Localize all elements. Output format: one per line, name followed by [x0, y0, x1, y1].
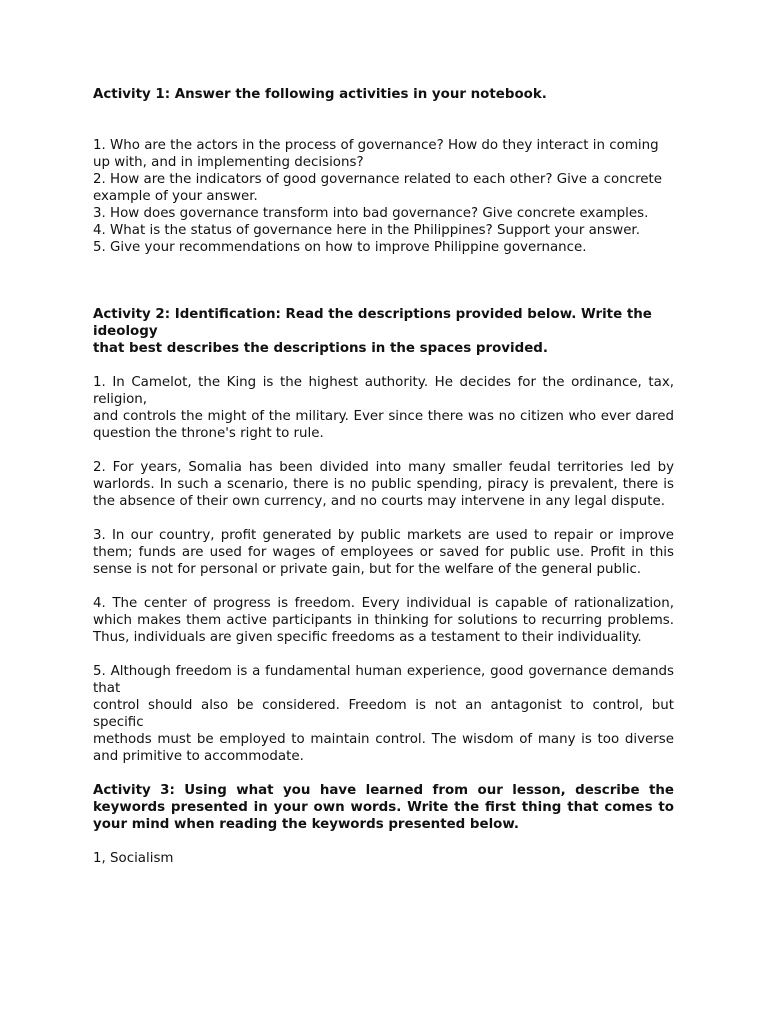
activity2-item	[93, 459, 674, 510]
activity2-item	[93, 527, 674, 578]
activity1-question: 3. How does governance transform into bad governance? Give concrete examples.	[93, 206, 649, 221]
activity2-item-line: methods must be employed to maintain control. The wisdom of many is too diverse and primitive to accommodate.	[93, 732, 674, 764]
activity1-question: 1. Who are the actors in the process of governance? How do they interact in coming up with, and in implementing decisions?	[93, 138, 659, 170]
activity2-item-line: and controls the might of the military. Ever since there was no citizen who ever dared question the throne's right to rule.	[93, 409, 674, 441]
activity2-item-line: 3. In our country, profit generated by public markets are used to repair or improve them; funds are used for wages of employees or saved for public use. Profit in this sense is not for personal or private gain, but for the welfare of the general public.	[93, 528, 674, 577]
activity2-item-line: 1. In Camelot, the King is the highest authority. He decides for the ordinance, tax, religion,	[93, 375, 674, 407]
activity2-item-line: 4. The center of progress is freedom. Every individual is capable of rationalization, which makes them active participants in thinking for solutions to recurring problems. Thus, individuals are given specific freedoms as a testament to their individuality.	[93, 596, 674, 645]
activity2-item-line: control should also be considered. Freedom is not an antagonist to control, but specific	[93, 698, 674, 730]
activity2-item	[93, 595, 674, 646]
activity2-item	[93, 663, 674, 765]
activity1-question: 2. How are the indicators of good governance related to each other? Give a concrete example of your answer.	[93, 172, 663, 204]
activity3-keyword: 1, Socialism	[93, 851, 174, 866]
activity1-heading: Activity 1: Answer the following activities in your notebook.	[93, 87, 547, 102]
activity2-item-line: 5. Although freedom is a fundamental human experience, good governance demands that	[93, 664, 674, 696]
activity2-item	[93, 374, 674, 442]
activity2-item-line: 2. For years, Somalia has been divided into many smaller feudal territories led by warlords. In such a scenario, there is no public spending, piracy is prevalent, there is the absence of their own currency, and no courts may intervene in any legal dispute.	[93, 460, 674, 509]
activity3-heading: Activity 3: Using what you have learned from our lesson, describe the keywords presented in your own words. Write the first thing that comes to your mind when reading the keywords presented below.	[93, 783, 674, 832]
activity1-question: 4. What is the status of governance here in the Philippines? Support your answer.	[93, 223, 640, 238]
activity2-heading-line: that best describes the descriptions in the spaces provided.	[93, 341, 548, 356]
activity2-heading	[93, 306, 674, 357]
document-page	[93, 86, 674, 867]
activity2-heading-line: Activity 2: Identification: Read the descriptions provided below. Write the ideology	[93, 307, 652, 339]
activity1-questions	[93, 137, 674, 256]
activity1-question: 5. Give your recommendations on how to improve Philippine governance.	[93, 240, 587, 255]
